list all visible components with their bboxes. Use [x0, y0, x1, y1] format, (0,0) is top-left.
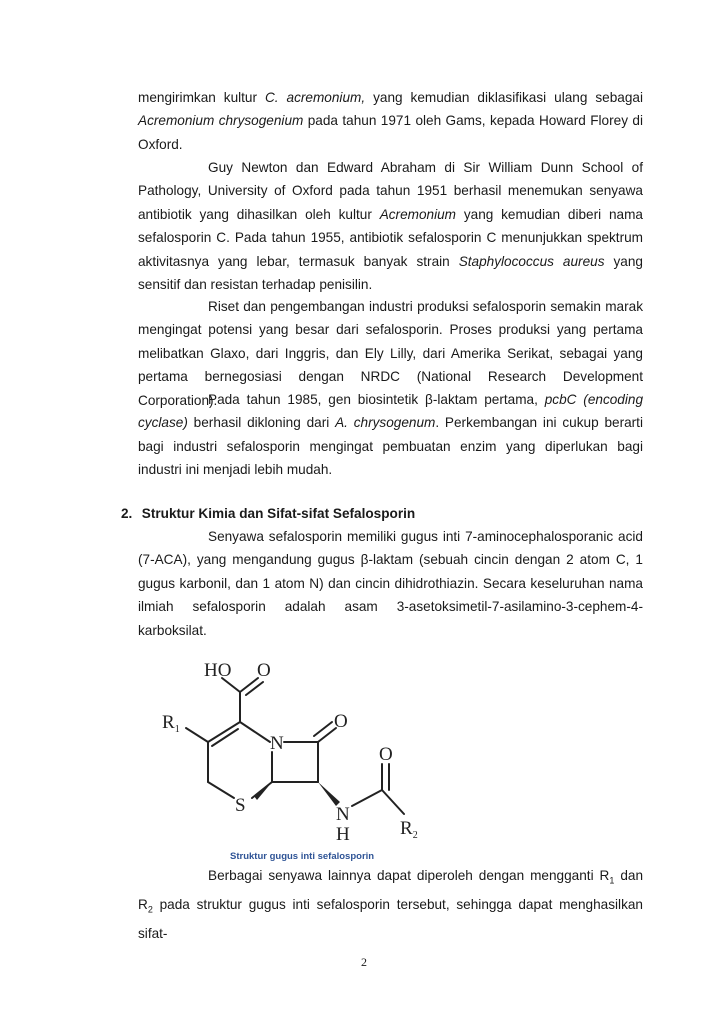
- wedge-c6-h: [254, 782, 272, 800]
- section-number: 2.: [121, 506, 133, 521]
- label-n-amide: N: [336, 804, 350, 825]
- bond-acid-co-double: [246, 682, 263, 695]
- label-o-lactam: O: [334, 711, 348, 732]
- bond-c2-s: [208, 782, 234, 798]
- label-ho: HO: [204, 660, 232, 681]
- wedge-c7-n: [318, 782, 340, 806]
- label-r2: $R_2$: [400, 818, 418, 841]
- label-h: H: [336, 824, 350, 845]
- bond-c3-r1: [186, 728, 208, 742]
- bond-nh-co: [352, 790, 382, 806]
- paragraph-gene: Pada tahun 1985, gen biosintetik β-laktam pertama, pcbC (encoding cyclase) berhasil dikloning dari A. chrysogenum. Perkembangan ini cukup berarti bagi industri sefalosporin mengingat pembuatan enzim yang diperlukan bagi industri ini menjadi lebih mudah.: [138, 392, 643, 478]
- section-title: Struktur Kimia dan Sifat-sifat Sefalosporin: [141, 506, 416, 521]
- label-s: S: [235, 795, 246, 816]
- label-r1: $R_1$: [162, 712, 180, 735]
- label-o-amide: O: [379, 744, 393, 765]
- figure-caption: Struktur gugus inti sefalosporin: [230, 851, 375, 862]
- bond-c4-n: [240, 722, 270, 742]
- cephalosporin-structure-diagram: [160, 650, 430, 845]
- paragraph-structure: Senyawa sefalosporin memiliki gugus inti 7-aminocephalosporanic acid (7-ACA), yang mengandung gugus β-laktam (sebuah cincin dengan 2 atom C, 1 gugus karbonil, dan 1 atom N) dan cincin dihidrothiazin. Secara keseluruhan nama ilmiah sefalosporin adalah asam 3-asetoksimetil-7-asilamino-3-cephem-4-karboksilat.: [138, 529, 643, 638]
- label-o-acid: O: [257, 660, 271, 681]
- bond-amide-r2: [382, 790, 404, 814]
- page-number: 2: [361, 955, 367, 969]
- paragraph-substitution: Berbagai senyawa lainnya dapat diperoleh dengan mengganti $R_1$ dan $R_2$ pada struktur gugus inti sefalosporin tersebut, sehingga dapat menghasilkan sifat-: [138, 868, 643, 942]
- section-heading: [121, 502, 415, 525]
- paragraph-discovery: Guy Newton dan Edward Abraham di Sir William Dunn School of Pathology, University of Oxford pada tahun 1951 berhasil menemukan senyawa antibiotik yang dihasilkan oleh kultur Acremonium yang kemudian diberi nama sefalosporin C. Pada tahun 1955, antibiotik sefalosporin C menunjukkan spektrum aktivitasnya yang lebar, termasuk banyak strain Staphylococcus aureus yang sensitif dan resistan terhadap penisilin.: [138, 160, 643, 293]
- bond-acid-co: [240, 678, 258, 692]
- label-n-ring: N: [270, 733, 284, 754]
- paragraph-industry: Riset dan pengembangan industri produksi sefalosporin semakin marak mengingat potensi yang besar dari sefalosporin. Proses produksi yang pertama melibatkan Glaxo, dari Inggris, dan Ely Lilly, dari Amerika Serikat, sebagai yang pertama bernegosiasi dengan NRDC (National Research Development Corporation).: [138, 299, 643, 408]
- intro-paragraph: mengirimkan kultur C. acremonium, yang kemudian diklasifikasi ulang sebagai Acremonium chrysogenium pada tahun 1971 oleh Gams, kepada Howard Florey di Oxford.: [138, 90, 643, 152]
